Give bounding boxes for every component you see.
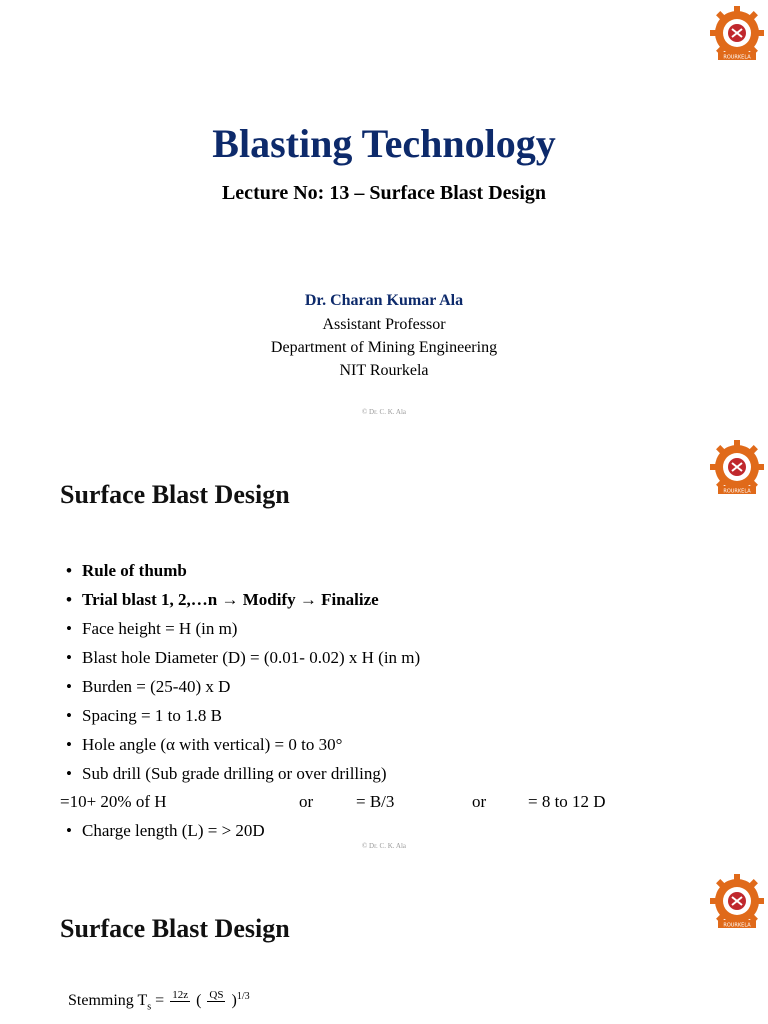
list-item: • Charge length (L) = > 20D — [66, 821, 265, 840]
author-department: Department of Mining Engineering — [270, 339, 498, 356]
author-name: Dr. Charan Kumar Ala — [304, 292, 464, 309]
svg-text:ROURKELA: ROURKELA — [723, 54, 751, 61]
slide-title: Surface Blast Design — [60, 914, 290, 943]
nit-rourkela-logo-icon — [706, 870, 768, 932]
or-label: or — [472, 792, 487, 811]
content-slide — [0, 432, 768, 864]
title-slide — [0, 0, 768, 432]
nit-rourkela-logo-icon — [706, 2, 768, 64]
subdrill-option-c: = 8 to 12 D — [528, 792, 606, 811]
design-rules-list — [66, 556, 420, 788]
presentation-title: Blasting Technology — [212, 121, 556, 166]
content-slide — [0, 864, 768, 1024]
svg-text:ROURKELA: ROURKELA — [723, 488, 751, 495]
lecture-subtitle: Lecture No: 13 – Surface Blast Design — [221, 182, 547, 204]
list-item: • Trial blast 1, 2,…n → Modify → Finalize — [66, 590, 379, 609]
subdrill-option-b: = B/3 — [356, 792, 395, 811]
stemming-formula: Stemming $T_s$ = 12z ( QS )$^{1/3}$ — [68, 989, 250, 1013]
slide-title: Surface Blast Design — [60, 480, 290, 509]
nit-rourkela-logo-icon — [706, 436, 768, 498]
or-label: or — [299, 792, 314, 811]
list-item: • Hole angle (α with vertical) = 0 to 30° — [66, 735, 343, 754]
list-item: • Spacing = 1 to 1.8 B — [66, 706, 222, 725]
author-position: Assistant Professor — [322, 316, 446, 333]
list-item: • Face height = H (in m) — [66, 619, 238, 638]
list-item: • Blast hole Diameter (D) = (0.01- 0.02) x H (in m) — [66, 648, 421, 667]
list-item: • Sub drill (Sub grade drilling or over drilling) — [66, 764, 387, 783]
subdrill-options — [60, 787, 680, 816]
watermark: © Dr. C. K. Ala — [361, 408, 406, 416]
watermark: © Dr. C. K. Ala — [361, 842, 406, 850]
svg-text:ROURKELA: ROURKELA — [723, 922, 751, 929]
subdrill-option-a: =10+ 20% of H — [60, 792, 167, 811]
list-item: • Burden = (25-40) x D — [66, 677, 231, 696]
list-item: • Rule of thumb — [66, 561, 187, 580]
author-institute: NIT Rourkela — [339, 362, 429, 379]
